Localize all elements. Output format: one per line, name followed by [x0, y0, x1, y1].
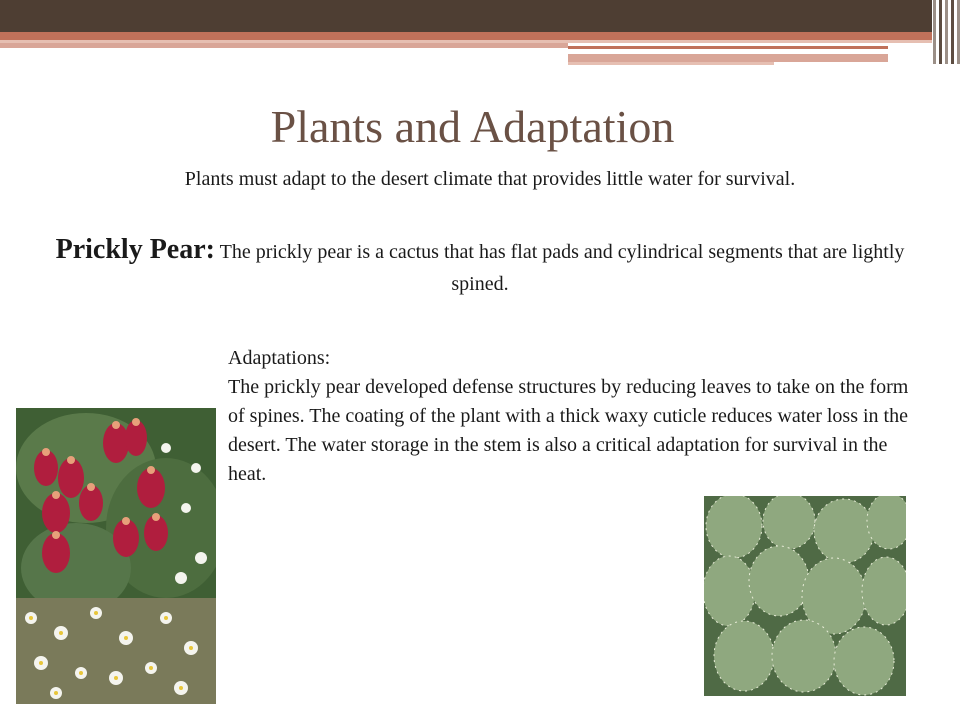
prickly-pear-term: Prickly Pear: — [55, 234, 215, 265]
top-decorative-bar — [0, 0, 932, 32]
slide-title: Plants and Adaptation — [270, 101, 675, 152]
accent-underline-left — [0, 43, 568, 48]
adaptations-text: The prickly pear developed defense structures by reducing leaves to take on the form of spines. The coating of the plant with a thick waxy cuticle reduces water loss in the desert. The water storage in the stem is also a critical adaptation for survival in the heat. — [228, 376, 909, 485]
accent-underline-right-3 — [568, 62, 774, 65]
prickly-pear-description: The prickly pear is a cactus that has flat pads and cylindrical segments that are lightly spined. — [214, 241, 905, 295]
adaptations-heading: Adaptations: — [228, 347, 331, 369]
bunny-ear-cactus-photo — [704, 496, 906, 696]
edge-stripes — [932, 0, 960, 64]
slide-intro: Plants must adapt to the desert climate that provides little water for survival. — [184, 168, 796, 190]
prickly-pear-paragraph — [45, 234, 915, 300]
accent-band — [0, 32, 932, 40]
prickly-pear-fruit-photo — [16, 408, 216, 704]
bunny-ear-cactus-illustration — [704, 496, 906, 696]
accent-underline-right-2 — [568, 54, 888, 62]
adaptations-block — [228, 344, 928, 489]
accent-underline-right — [568, 46, 888, 49]
prickly-pear-fruit-illustration — [16, 408, 216, 704]
